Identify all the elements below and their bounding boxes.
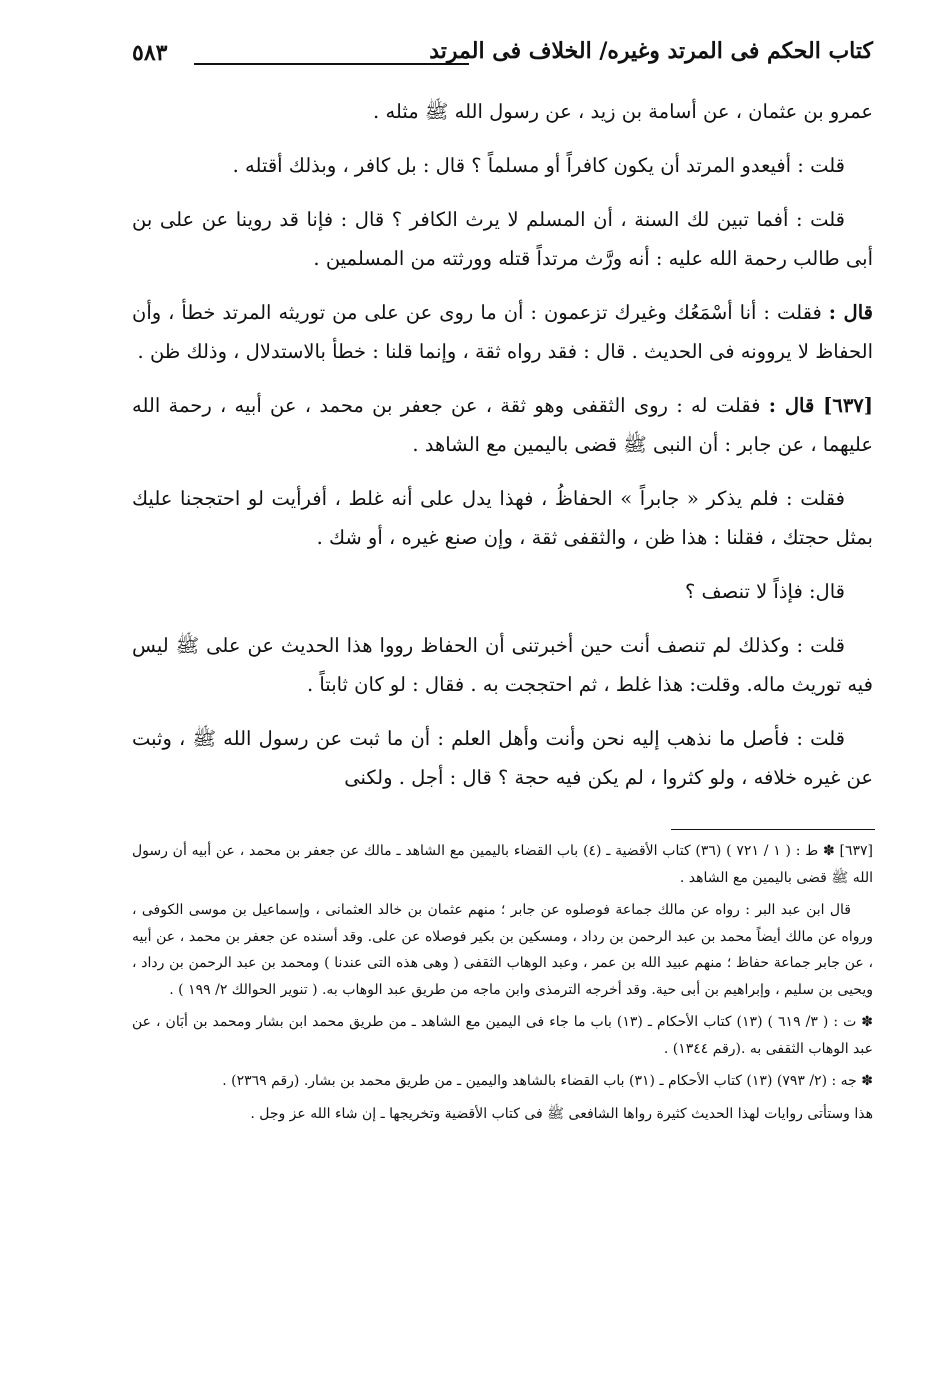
footnote: [٦٣٧] ✽ ط : ( ١ / ٧٢١ ) (٣٦) كتاب الأقضية ـ (٤) باب القضاء باليمين مع الشاهد ـ مالك عن جعفر بن محمد ، عن أبيه أن رسول الله ﷺ قضى باليمين مع الشاهد . bbox=[132, 843, 873, 886]
paragraph bbox=[132, 719, 873, 797]
paragraph-lead: قال : bbox=[828, 301, 873, 324]
running-title: كتاب الحكم فى المرتد وغيره/ الخلاف فى المرتد bbox=[429, 38, 873, 64]
paragraph bbox=[132, 146, 873, 185]
paragraph-text: قلت : أفيعدو المرتد أن يكون كافراً أو مسلماً ؟ قال : بل كافر ، وبذلك أقتله . bbox=[232, 154, 845, 177]
footnote: هذا وستأتى روايات لهذا الحديث كثيرة رواها الشافعى ﷺ فى كتاب الأقضية وتخريجها ـ إن شاء الله عز وجل . bbox=[250, 1105, 873, 1122]
paragraph bbox=[132, 200, 873, 278]
footnotes bbox=[132, 838, 873, 1127]
page-header bbox=[132, 34, 873, 74]
paragraph-text: قلت : فأصل ما نذهب إليه نحن وأنت وأهل العلم : أن ما ثبت عن رسول الله ﷺ ، وثبت عن غيره خلافه ، ولو كثروا ، لم يكن فيه حجة ؟ قال : أجل . ولكنى bbox=[132, 727, 873, 789]
footnote: ✽ ت : ( ٣/ ٦١٩ ) (١٣) كتاب الأحكام ـ (١٣) باب ما جاء فى اليمين مع الشاهد ـ من طريق محمد ابن بشار ومحمد بن أبَان ، عن عبد الوهاب الثقفى به .(رقم ١٣٤٤) . bbox=[132, 1014, 874, 1057]
header-rule bbox=[194, 63, 469, 65]
paragraph-text: عمرو بن عثمان ، عن أسامة بن زيد ، عن رسول الله ﷺ مثله . bbox=[373, 100, 873, 123]
paragraph bbox=[132, 626, 873, 704]
footnote: ✽ جه : (٢/ ٧٩٣) (١٣) كتاب الأحكام ـ (٣١) باب القضاء بالشاهد واليمين ـ من طريق محمد بن بشار. (رقم ٢٣٦٩) . bbox=[222, 1073, 873, 1089]
footnote: قال ابن عبد البر : رواه عن مالك جماعة فوصلوه عن جابر ؛ منهم عثمان بن خالد العثمانى ، وإسماعيل بن موسى الكوفى ، ورواه عن مالك أيضاً محمد بن عبد الرحمن بن رداد ، ومسكين بن بكير فوصلاه عن على. وقد أسنده عن جعفر بن محمد ، عن أبيه ، عن جابر جماعة حفاظ ؛ منهم عبيد الله بن عمر ، وعبد الوهاب الثقفى ( وهى هذه التى عندنا ) ومحمد بن عبد الرحمن بن رداد ، ويحيى بن سليم ، وإبراهيم بن أبى حية. وقد أخرجه الترمذى وابن ماجه من طريق عبد الوهاب به. ( تنوير الحوالك ٢/ ١٩٩ ) . bbox=[132, 902, 873, 998]
paragraph bbox=[132, 479, 873, 557]
paragraph-text: قال: فإذاً لا تنصف ؟ bbox=[684, 580, 845, 603]
paragraph bbox=[132, 92, 873, 131]
paragraph-text: قلت : وكذلك لم تنصف أنت حين أخبرتنى أن الحفاظ رووا هذا الحديث عن على ﷺ ليس فيه توريث ماله. وقلت: هذا غلط ، ثم احتججت به . فقال : لو كان ثابتاً . bbox=[132, 634, 873, 696]
paragraph bbox=[132, 386, 873, 464]
main-text bbox=[132, 92, 873, 797]
paragraph-text: فقلت : فلم يذكر « جابراً » الحفاظُ ، فهذا يدل على أنه غلط ، أفرأيت لو احتججنا عليك بمثل حجتك ، فقلنا : هذا ظن ، والثقفى ثقة ، وإن صنع غيره ، أو شك . bbox=[132, 487, 873, 549]
paragraph bbox=[132, 293, 873, 371]
paragraph-lead: [٦٣٧] قال : bbox=[768, 394, 874, 417]
paragraph-text: فقلت له : روى الثقفى وهو ثقة ، عن جعفر بن محمد ، عن أبيه ، رحمة الله عليهما ، عن جابر : أن النبى ﷺ قضى باليمين مع الشاهد . bbox=[132, 394, 873, 456]
footnote-separator bbox=[671, 829, 875, 830]
page-number: ٥٨٣ bbox=[132, 40, 168, 66]
paragraph-text: فقلت : أنا أسْمَعُك وغيرك تزعمون : أن ما روى عن على من توريثه المرتد خطأ ، وأن الحفاظ لا يروونه فى الحديث . قال : فقد رواه ثقة ، وإنما قلنا : خطأ بالاستدلال ، وذلك ظن . bbox=[132, 301, 873, 363]
paragraph bbox=[132, 572, 873, 611]
paragraph-text: قلت : أفما تبين لك السنة ، أن المسلم لا يرث الكافر ؟ قال : فإنا قد روينا عن على بن أبى طالب رحمة الله عليه : أنه ورَّث مرتداً قتله وورثته من المسلمين . bbox=[132, 208, 873, 270]
